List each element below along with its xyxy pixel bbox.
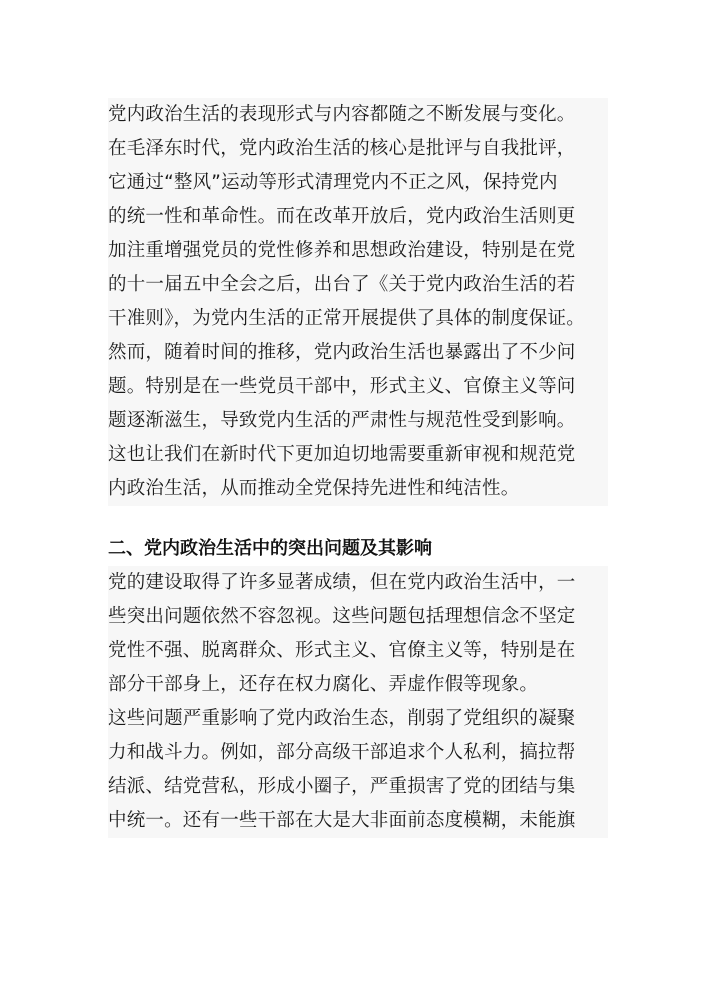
text-line: 它通过“整风”运动等形式清理党内不正之风，保持党内 xyxy=(108,166,608,200)
paragraph-2 xyxy=(108,566,608,702)
text-line: 些突出问题依然不容忽视。这些问题包括理想信念不坚定 xyxy=(108,600,608,634)
text-line: 题逐渐滋生，导致党内生活的严肃性与规范性受到影响。 xyxy=(108,404,608,438)
paragraph-3 xyxy=(108,702,608,838)
paragraph-1 xyxy=(108,98,608,506)
section-heading: 二、党内政治生活中的突出问题及其影响 xyxy=(108,538,432,559)
text-line: 中统一。还有一些干部在大是大非面前态度模糊，未能旗 xyxy=(108,804,608,838)
text-line: 力和战斗力。例如，部分高级干部追求个人私利，搞拉帮 xyxy=(108,736,608,770)
text-line: 的十一届五中全会之后，出台了《关于党内政治生活的若 xyxy=(108,268,608,302)
text-line: 加注重增强党员的党性修养和思想政治建设，特别是在党 xyxy=(108,234,608,268)
text-line: 这也让我们在新时代下更加迫切地需要重新审视和规范党 xyxy=(108,438,608,472)
text-line: 这些问题严重影响了党内政治生态，削弱了党组织的凝聚 xyxy=(108,702,608,736)
text-line: 党性不强、脱离群众、形式主义、官僚主义等，特别是在 xyxy=(108,634,608,668)
text-line: 在毛泽东时代，党内政治生活的核心是批评与自我批评， xyxy=(108,132,608,166)
text-line: 党的建设取得了许多显著成绩，但在党内政治生活中，一 xyxy=(108,566,608,600)
text-line: 的统一性和革命性。而在改革开放后，党内政治生活则更 xyxy=(108,200,608,234)
text-line: 党内政治生活的表现形式与内容都随之不断发展与变化。 xyxy=(108,98,608,132)
text-line: 然而，随着时间的推移，党内政治生活也暴露出了不少问 xyxy=(108,336,608,370)
text-line: 内政治生活，从而推动全党保持先进性和纯洁性。 xyxy=(108,472,608,506)
text-line: 部分干部身上，还存在权力腐化、弄虚作假等现象。 xyxy=(108,668,608,702)
text-line: 干准则》，为党内生活的正常开展提供了具体的制度保证。 xyxy=(108,302,608,336)
text-line: 结派、结党营私，形成小圈子，严重损害了党的团结与集 xyxy=(108,770,608,804)
document-body xyxy=(108,98,608,838)
text-line: 题。特别是在一些党员干部中，形式主义、官僚主义等问 xyxy=(108,370,608,404)
